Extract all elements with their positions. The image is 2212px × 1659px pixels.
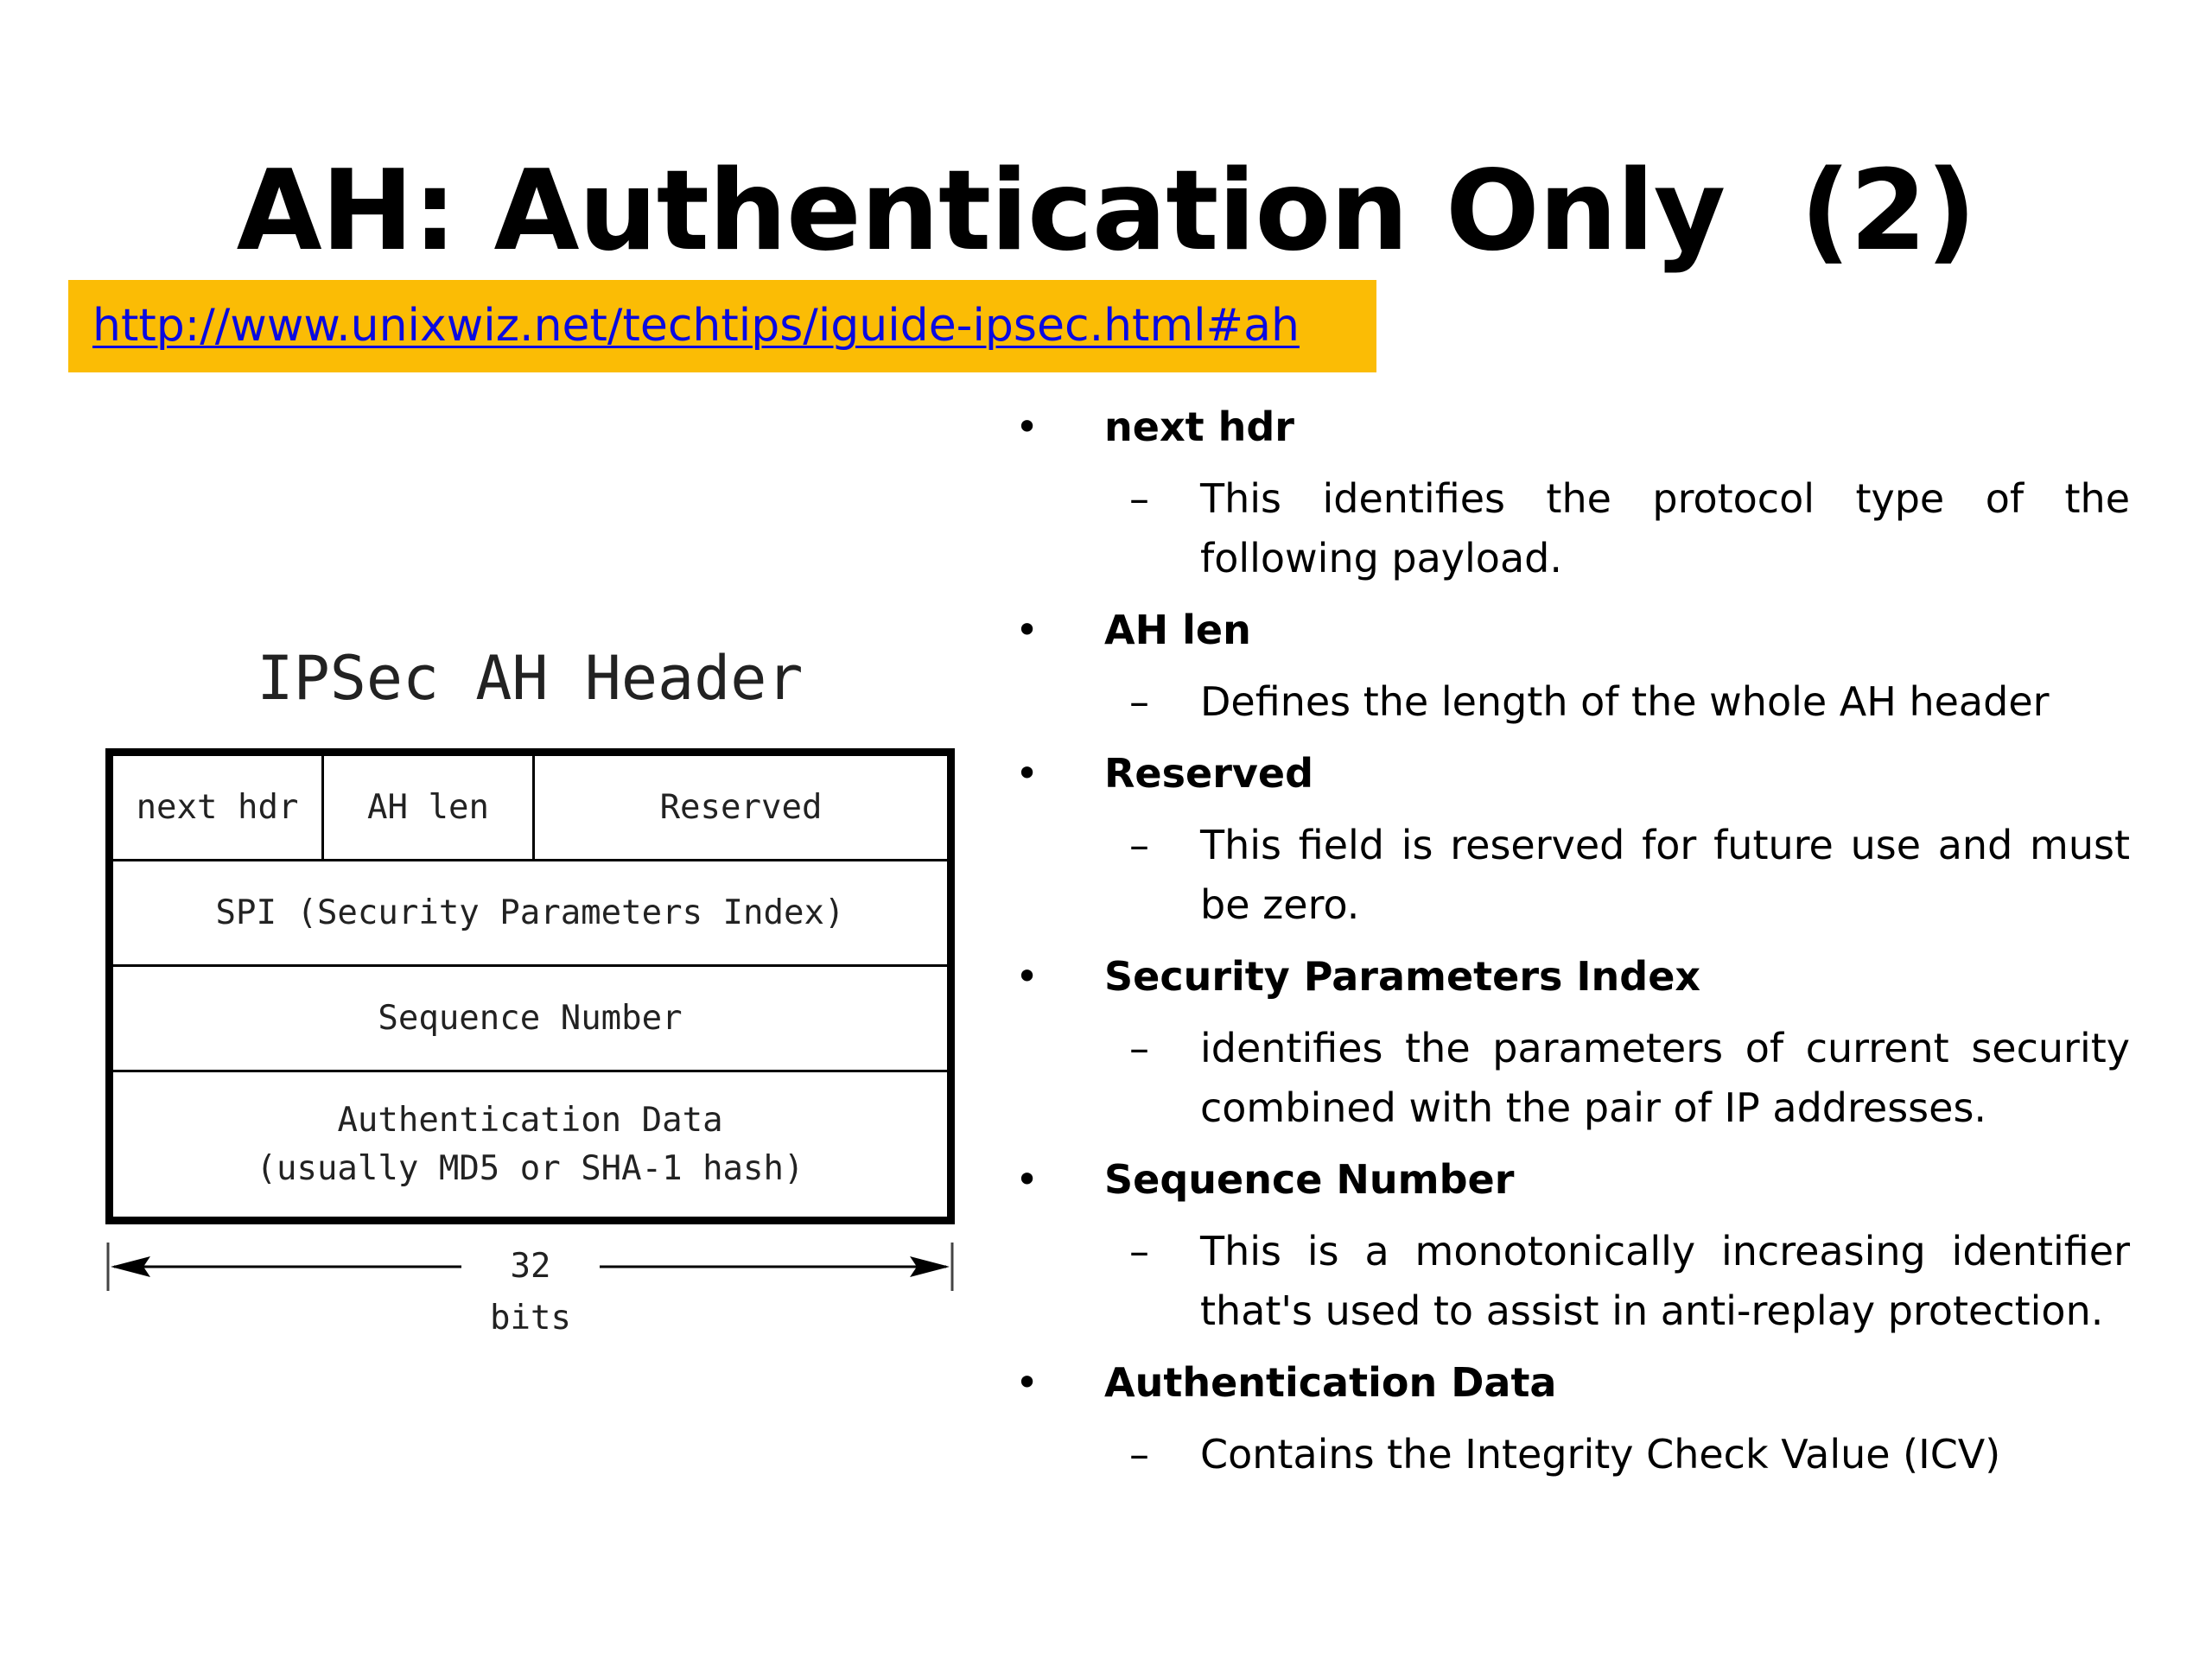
bullet-icon: • [1015,750,1039,797]
width-label: 32 bits [461,1241,600,1344]
bullet-term: Reserved [1104,750,1313,797]
dash-icon: – [1129,1228,1149,1274]
sub-bullet-authentication-data [1015,1425,2130,1484]
sub-bullet-text: identifies the parameters of current security combined with the pair of IP addresses. [1200,1025,2130,1131]
bullet-icon: • [1015,1156,1039,1203]
sub-bullet-next-hdr [1015,469,2130,588]
header-row-1 [113,756,947,861]
bullet-reserved [1015,744,2130,804]
width-indicator [105,1241,955,1338]
field-descriptions [1015,397,2130,1497]
auth-data-label: Authentication Data [337,1100,723,1140]
link-highlight [68,280,1376,372]
sub-bullet-text: This field is reserved for future use and must be zero. [1200,822,2130,928]
bullet-icon: • [1015,1359,1039,1406]
bullet-term: AH len [1104,607,1251,653]
bullet-next-hdr [1015,397,2130,457]
diagram-title: IPSec AH Header [257,643,804,714]
sub-bullet-ah-len [1015,672,2130,732]
sub-bullet-spi [1015,1019,2130,1138]
field-spi: SPI (Security Parameters Index) [113,861,947,967]
bullet-spi [1015,947,2130,1007]
dash-icon: – [1129,475,1149,522]
auth-data-note: (usually MD5 or SHA-1 hash) [256,1148,804,1188]
bullet-term: Sequence Number [1104,1156,1515,1203]
field-reserved: Reserved [659,788,823,827]
sub-bullet-text: Contains the Integrity Check Value (ICV) [1200,1431,2001,1478]
field-sequence-number: Sequence Number [113,967,947,1072]
bullet-term: Security Parameters Index [1104,953,1701,1000]
bullet-icon: • [1015,404,1039,450]
dash-icon: – [1129,1431,1149,1478]
bullet-icon: • [1015,607,1039,653]
dash-icon: – [1129,678,1149,725]
dash-icon: – [1129,822,1149,868]
field-ah-len: AH len [324,756,535,859]
sub-bullet-text: Defines the length of the whole AH header [1200,678,2050,725]
bullet-icon: • [1015,953,1039,1000]
bullet-term: Authentication Data [1104,1359,1557,1406]
field-next-hdr: next hdr [113,756,324,859]
sub-bullet-reserved [1015,816,2130,935]
bullet-authentication-data [1015,1353,2130,1413]
bullet-term: next hdr [1104,404,1294,450]
sub-bullet-text: This is a monotonically increasing identifier that's used to assist in anti-replay protection. [1200,1228,2130,1334]
field-authentication-data [113,1072,947,1217]
ah-header-diagram [105,748,955,1224]
reference-link[interactable]: http://www.unixwiz.net/techtips/iguide-ipsec.html#ah [92,300,1300,352]
slide-title: AH: Authentication Only (2) [236,147,1976,276]
sub-bullet-sequence-number [1015,1222,2130,1341]
dash-icon: – [1129,1025,1149,1071]
sub-bullet-text: This identifies the protocol type of the following payload. [1200,475,2130,582]
bullet-sequence-number [1015,1150,2130,1210]
bullet-ah-len [1015,601,2130,660]
